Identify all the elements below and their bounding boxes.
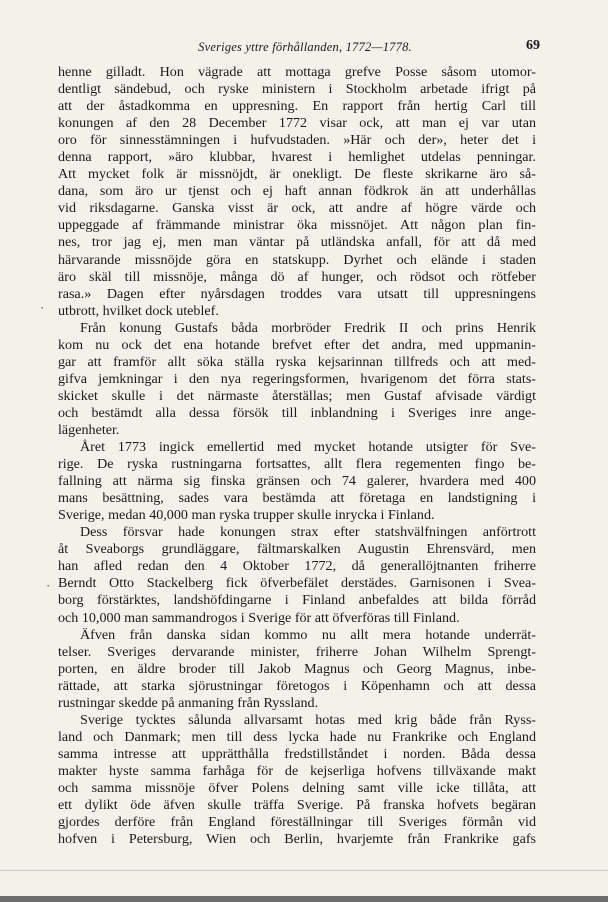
text-line: uppeggade af främmande ministrar öka missnöjet. Att någon plan fin- [58, 217, 536, 234]
text-line: ett dylikt öde äfven skulle träffa Sverige. På franska hofvets begäran [58, 797, 536, 814]
text-line: konungen af den 28 December 1772 visar ock, att man ej var utan [58, 115, 536, 132]
text-line: Året 1773 ingick emellertid med mycket hotande utsigter för Sve- [80, 439, 536, 456]
text-line: hofven i Petersburg, Wien och Berlin, hvarjemte från Frankrike gafs [58, 831, 536, 848]
text-line: och bestämdt alla dessa försök till inblandning i Sveriges inre ange- [58, 404, 536, 421]
text-line: dana, som äro ur tjenst och ej haft annan födkrok än att underhållas [58, 183, 536, 200]
text-line: gar att framför allt söka ställa ryska kejsarinnan tillfreds och att med- [58, 353, 536, 370]
running-head [70, 40, 540, 60]
scan-edge [0, 896, 608, 902]
text-line: Äfven från danska sidan kommo nu allt mera hotande underrät- [80, 626, 536, 643]
text-line: Sverige tycktes sålunda allvarsamt hotas med krig både från Ryss- [80, 711, 536, 728]
text-line: telser. Sveriges dervarande minister, friherre Johan Wilhelm Sprengt- [58, 643, 536, 660]
text-line: Berndt Otto Stackelberg fick öfverbefälet derstädes. Garnisonen i Svea- [58, 575, 536, 592]
text-line: skicket skulle i det närmaste återställas; men Gustaf afvisade värdigt [58, 387, 536, 404]
text-line: mans besättning, sades vara bestämda att företaga en landstigning i [58, 490, 536, 507]
text-line: dentligt sändebud, och ryske ministern i Stockholm arbetade ifrigt på [58, 81, 536, 98]
text-line: Att mycket folk är missnöjdt, är onekligt. De fleste skrikarne äro så- [58, 166, 536, 183]
text-line: och 10,000 man sammandrogos i Sverige för att öfverföras till Finland. [58, 609, 460, 626]
text-line: denna rapport, »äro klubbar, hvarest i hemlighet utdelas penningar. [58, 149, 536, 166]
text-line: samma intresse att upprätthålla fredstillståndet i norden. Båda dessa [58, 745, 536, 762]
text-line: land och Danmark; men till dess lycka hade nu Frankrike och England [58, 728, 536, 745]
text-line: rustningar skedde på anmaning från Ryssland. [58, 694, 319, 711]
page-number: 69 [526, 38, 540, 53]
text-line: borg förstärktes, landshöfdingarne i Finland anbefaldes att bilda förråd [58, 592, 536, 609]
text-line: oro för sinnesstämningen i hufvudstaden. »Här och der», heter det i [58, 132, 536, 149]
text-line: makter hyste samma farhåga för de kejserliga hofvens tillväxande makt [58, 762, 536, 779]
text-line: Från konung Gustafs båda morbröder Fredrik II och prins Henrik [80, 319, 536, 336]
text-line: rättade, att starka sjörustningar företogos i Köpenhamn och att dessa [58, 677, 536, 694]
text-line: Dess försvar hade konungen strax efter statshvälfningen anförtrott [80, 524, 536, 541]
text-line: lägenheter. [58, 421, 120, 438]
text-line: åt Sveaborgs grundläggare, fältmarskalken Augustin Ehrensvärd, men [58, 541, 536, 558]
text-line: kom nu ock det ena hotande brefvet efter det andra, med uppmanin- [58, 336, 536, 353]
text-line: han afled redan den 4 Oktober 1772, då generallöjtnanten friherre [58, 558, 536, 575]
text-line: att der åstadkomma en uppresning. En rapport från hertig Carl till [58, 98, 536, 115]
body-text [58, 64, 536, 848]
text-line: utbrott, hvilket dock uteblef. [58, 302, 219, 319]
running-title: Sveriges yttre förhållanden, 1772—1778. [198, 40, 412, 54]
margin-mark: · [40, 300, 45, 315]
text-line: rige. De ryska rustningarna fortsattes, allt flera regementen fingo be- [58, 456, 536, 473]
text-line: och samma missnöje öfver Polens delning samt ville icke tillåta, att [58, 779, 536, 796]
text-line: Sverige, medan 40,000 man ryska trupper skulle inrycka i Finland. [58, 507, 435, 524]
text-line: porten, en äldre broder till Jakob Magnus och Georg Magnus, inbe- [58, 660, 536, 677]
text-line: rasa.» Dagen efter nyårsdagen troddes vara utsatt till uppresningens [58, 285, 536, 302]
text-line: fallning att närma sig finska gränsen och 74 galerer, hvardera med 400 [58, 473, 536, 490]
page-divider [0, 870, 608, 871]
text-line: gifva jemkningar i den nya regeringsformen, hvarigenom det förra stats- [58, 370, 536, 387]
margin-mark: · [46, 578, 51, 593]
text-line: nes, tror jag ej, men man väntar på utländska anfall, för att då med [58, 234, 536, 251]
text-line: gjordes derföre från England föreställningar till Sveriges förmån vid [58, 814, 536, 831]
text-line: henne gilladt. Hon vägrade att mottaga grefve Posse såsom utomor- [58, 64, 536, 80]
text-line: äro skäl till missnöje, många dö af hunger, och rödsot och rötfeber [58, 268, 536, 285]
text-line: vid riksdagarne. Ganska visst är ock, att andre af högre värde och [58, 200, 536, 217]
text-line: härvarande missnöjde göra en statskupp. Dyrhet och elände i staden [58, 251, 536, 268]
